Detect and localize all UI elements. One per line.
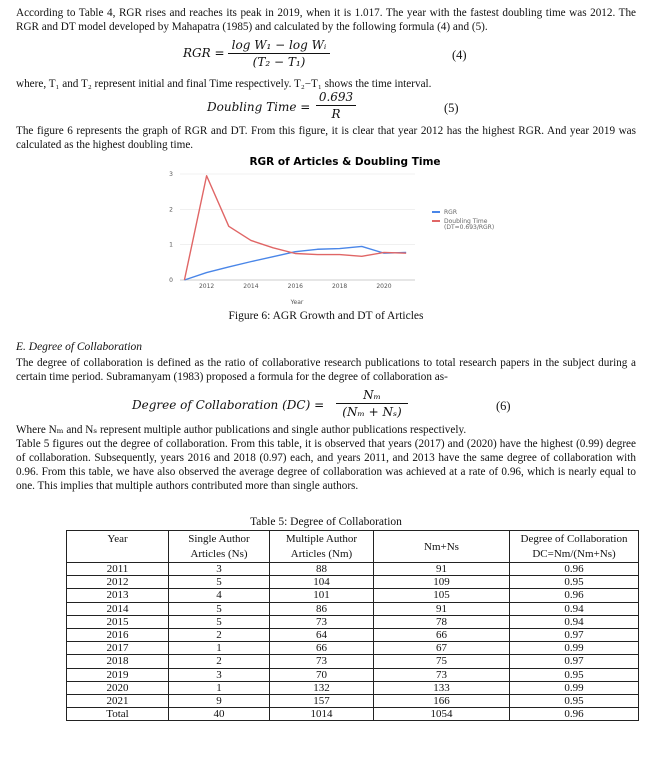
where-paragraph: where, T₁ and T₂ represent initial and final Time respectively. T₂−T₁ shows the time interval. [16,78,432,90]
table-row [67,602,639,615]
x-tick-label: 2014 [243,283,259,290]
y-tick-label: 1 [169,241,173,249]
multiple-author-cell: 132 [270,681,374,694]
multiple-author-cell: 73 [270,615,374,628]
single-author-cell: 5 [169,615,270,628]
total-cell: 133 [374,681,510,694]
header-degree-of-collaboration: Degree of Collaboration DC=Nm/(Nm+Ns) [510,531,639,563]
dc-cell: 0.99 [510,681,639,694]
table-row [67,681,639,694]
single-author-cell: 1 [169,681,270,694]
x-tick-label: 2020 [376,283,392,290]
header-year: Year [67,531,169,563]
legend-label: RGR [444,209,457,216]
year-cell: 2019 [67,668,169,681]
dt-fraction [316,90,356,121]
multiple-author-cell: 1014 [270,708,374,721]
single-author-cell: 40 [169,708,270,721]
total-cell: 105 [374,589,510,602]
dt-equation-lhs: Doubling Time = [207,100,311,114]
table-row [67,655,639,668]
total-cell: 67 [374,642,510,655]
rgr-denominator: (T₂ − T₁) [252,55,306,69]
chart-title: RGR of Articles & Doubling Time [249,156,441,168]
table-row [67,708,639,721]
total-cell: 73 [374,668,510,681]
table-body [67,563,639,721]
equation-5-number: (5) [444,101,459,115]
table-row [67,668,639,681]
year-cell: 2014 [67,602,169,615]
figure-caption: Figure 6: AGR Growth and DT of Articles [228,310,424,322]
table-row [67,563,639,576]
table-row [67,589,639,602]
dc-cell: 0.94 [510,615,639,628]
multiple-author-cell: 101 [270,589,374,602]
fraction-bar [228,53,330,54]
collaboration-definition-paragraph: The degree of collaboration is defined as the ratio of collaborative research publications to total research papers in the subject during a certain time period. Subramanyam (1983) proposed a formula for the degree of collaboration as- [16,357,636,383]
year-cell: 2013 [67,589,169,602]
total-cell: 78 [374,615,510,628]
multiple-author-cell: 66 [270,642,374,655]
dc-denominator: (Nₘ + Nₛ) [342,405,402,419]
dc-cell: 0.96 [510,708,639,721]
table-description-paragraph: Table 5 figures out the degree of collaboration. From this table, it is observed that years (2017) and (2020) have the highest (0.99) degree of collaboration. Subsequently, years 2016 and 2018 (0.97) each, and years 2011, and 2013 have the same degree of collaboration with 0.96. From this table, we have also observed the average degree of collaboration was achieved at a rate of 0.96, which is nearly equal to one. This implies that multiple authors contributed more than single authors. [16,438,636,492]
table-title: Table 5: Degree of Collaboration [250,516,402,528]
total-cell: 91 [374,563,510,576]
dc-equation-lhs: Degree of Collaboration (DC) = [132,398,325,412]
table-row [67,695,639,708]
rgr-fraction [228,38,330,69]
table-row [67,642,639,655]
single-author-cell: 2 [169,629,270,642]
fraction-bar [336,403,408,404]
table-row [67,576,639,589]
dc-cell: 0.94 [510,602,639,615]
total-cell: 1054 [374,708,510,721]
section-heading: E. Degree of Collaboration [16,341,143,353]
x-tick-label: 2012 [198,283,215,290]
legend-label: Doubling Time (DT=0.693/RGR) [444,218,495,231]
dc-cell: 0.97 [510,655,639,668]
single-author-cell: 3 [169,563,270,576]
year-cell: 2020 [67,681,169,694]
total-cell: 66 [374,629,510,642]
table-header-row [67,531,639,563]
header-total-articles: Nm+Ns [374,531,510,563]
y-axis-ticks [169,171,173,284]
chart-series [184,176,406,280]
single-author-cell: 4 [169,589,270,602]
single-author-cell: 1 [169,642,270,655]
single-author-cell: 5 [169,602,270,615]
figure-description-paragraph: The figure 6 represents the graph of RGR and DT. From this figure, it is clear that year 2012 has the highest RGR. And year 2019 was calculated as the highest doubling time. [16,125,636,151]
dc-cell: 0.95 [510,576,639,589]
multiple-author-cell: 70 [270,668,374,681]
intro-paragraph: According to Table 4, RGR rises and reaches its peak in 2019, when it is 1.017. The year with the fastest doubling time was 2012. The RGR and DT model developed by Mahapatra (1985) and calculated by the following formula (4) and (5). [16,7,636,33]
series-line-1 [184,176,406,280]
total-cell: 75 [374,655,510,668]
multiple-author-cell: 86 [270,602,374,615]
total-cell: 109 [374,576,510,589]
dc-cell: 0.99 [510,642,639,655]
year-cell: 2021 [67,695,169,708]
x-axis-label: Year [290,299,304,306]
year-cell: 2018 [67,655,169,668]
multiple-author-cell: 104 [270,576,374,589]
dc-cell: 0.96 [510,589,639,602]
chart-legend [432,209,494,231]
header-multiple-author: Multiple Author Articles (Nm) [270,531,374,563]
year-cell: Total [67,708,169,721]
single-author-cell: 5 [169,576,270,589]
collaboration-table [66,530,639,721]
multiple-author-cell: 157 [270,695,374,708]
multiple-author-cell: 88 [270,563,374,576]
year-cell: 2012 [67,576,169,589]
multiple-author-cell: 73 [270,655,374,668]
year-cell: 2015 [67,615,169,628]
series-line-0 [184,246,406,280]
header-single-author: Single Author Articles (Ns) [169,531,270,563]
rgr-numerator: log W₁ − log Wᵢ [231,38,327,52]
equation-6-number: (6) [496,399,511,413]
y-tick-label: 0 [169,277,173,284]
dc-cell: 0.96 [510,563,639,576]
year-cell: 2017 [67,642,169,655]
where-nm-ns-paragraph: Where Nₘ and Nₛ represent multiple author publications and single author publications respectively. [16,424,467,436]
dc-cell: 0.95 [510,668,639,681]
single-author-cell: 2 [169,655,270,668]
dc-cell: 0.97 [510,629,639,642]
fraction-bar [316,105,356,106]
multiple-author-cell: 64 [270,629,374,642]
total-cell: 91 [374,602,510,615]
dc-fraction [336,388,408,419]
chart-grid [180,174,415,280]
dc-numerator: Nₘ [363,388,381,402]
x-tick-label: 2018 [331,283,348,290]
total-cell: 166 [374,695,510,708]
y-tick-label: 2 [169,206,173,214]
single-author-cell: 3 [169,668,270,681]
x-tick-label: 2016 [287,283,303,290]
dt-denominator: R [331,107,341,121]
single-author-cell: 9 [169,695,270,708]
table-row [67,629,639,642]
table-row [67,615,639,628]
rgr-equation-lhs: RGR = [183,46,225,60]
equation-4-number: (4) [452,48,467,62]
rgr-doubling-time-chart [160,152,520,310]
dc-cell: 0.95 [510,695,639,708]
year-cell: 2016 [67,629,169,642]
dt-numerator: 0.693 [318,90,354,104]
year-cell: 2011 [67,563,169,576]
x-axis-ticks [199,283,392,290]
y-tick-label: 3 [169,171,173,178]
